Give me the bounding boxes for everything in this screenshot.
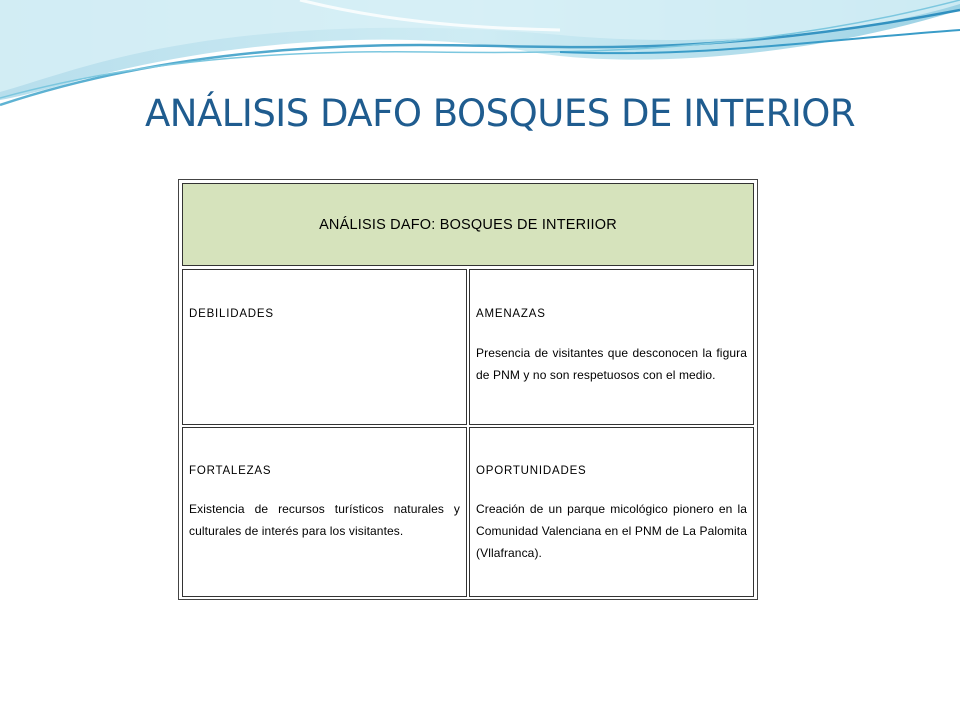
debilidades-heading: DEBILIDADES: [189, 308, 274, 320]
slide-title: ANÁLISIS DAFO BOSQUES DE INTERIOR: [145, 92, 856, 135]
table-header-cell: [182, 183, 754, 266]
table-header-text: ANÁLISIS DAFO: BOSQUES DE INTERIIOR: [319, 216, 617, 233]
amenazas-heading: AMENAZAS: [476, 308, 546, 320]
oportunidades-heading: OPORTUNIDADES: [476, 465, 587, 477]
amenazas-cell: [469, 269, 754, 425]
oportunidades-cell: [469, 427, 754, 597]
dafo-table: [178, 179, 758, 600]
debilidades-cell: [182, 269, 467, 425]
amenazas-body: Presencia de visitantes que desconocen la figura de PNM y no son respetuosos con el medio.: [476, 346, 747, 382]
fortalezas-body: Existencia de recursos turísticos naturales y culturales de interés para los visitantes.: [189, 502, 460, 538]
oportunidades-body: Creación de un parque micológico pionero en la Comunidad Valenciana en el PNM de La Palomita (Vllafranca).: [476, 502, 747, 560]
fortalezas-cell: [182, 427, 467, 597]
fortalezas-heading: FORTALEZAS: [189, 465, 272, 477]
